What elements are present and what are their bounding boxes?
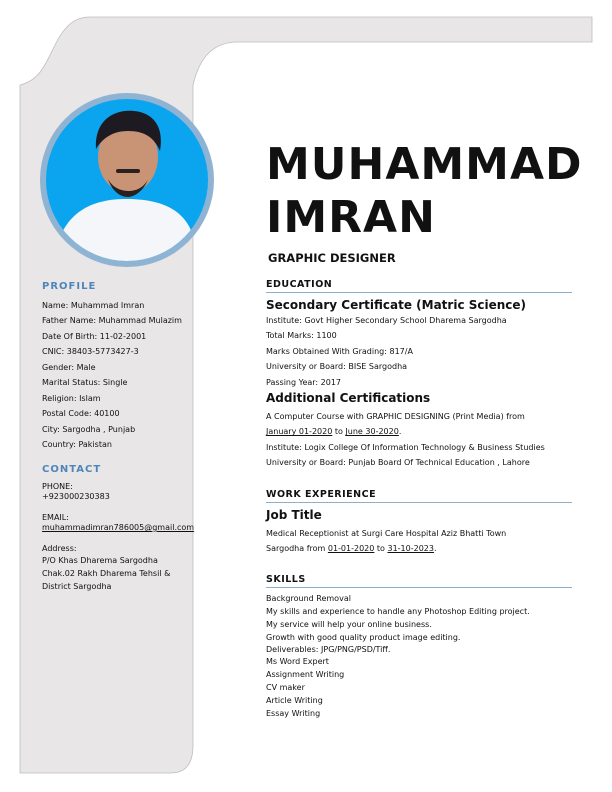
work-line-start: Sargodha from: [266, 544, 328, 554]
email-link[interactable]: muhammadimran786005@gmail.com: [42, 523, 195, 532]
skills-heading: SKILLS: [266, 574, 572, 588]
period: .: [433, 544, 437, 554]
work-line: Medical Receptionist at Surgi Care Hospital Aziz Bhatti Town: [266, 529, 507, 538]
profile-item: Country: Pakistan: [42, 440, 112, 449]
skill-item: Growth with good quality product image editing.: [266, 633, 461, 642]
degree-title: Secondary Certificate (Matric Science): [266, 298, 527, 312]
to-word: to: [374, 544, 388, 554]
phone-label: PHONE:: [42, 481, 73, 491]
profile-item: City: Sargodha , Punjab: [42, 424, 136, 434]
to-word: to: [332, 427, 346, 437]
profile-item: Father Name: Muhammad Mulazim: [42, 316, 182, 325]
education-line: Marks Obtained With Grading: 817/A: [266, 346, 413, 356]
profile-item: Postal Code: 40100: [42, 409, 120, 418]
work-to-date: 31-10-2023: [387, 544, 434, 554]
profile-item: Name: Muhammad Imran: [42, 300, 145, 310]
course-text: A Computer Course with GRAPHIC DESIGNING (Print Media) from: [266, 412, 525, 422]
skill-item: Article Writing: [266, 696, 323, 705]
last-name: IMRAN: [266, 192, 436, 243]
profile-item: CNIC: 38403-5773427-3: [42, 347, 139, 356]
skill-item: Essay Writing: [266, 709, 321, 718]
full-name: [266, 138, 583, 244]
job-title: GRAPHIC DESIGNER: [268, 251, 396, 265]
profile-heading: PROFILE: [42, 281, 97, 292]
work-heading: WORK EXPERIENCE: [266, 489, 572, 503]
work-dates: [266, 541, 572, 556]
address-line: Chak.02 Rakh Dharema Tehsil &: [42, 569, 171, 578]
contact-section: [42, 465, 232, 593]
skills-section: [266, 574, 572, 720]
additional-cert-heading: Additional Certifications: [266, 391, 431, 406]
profile-photo: [40, 93, 214, 267]
profile-item: Religion: Islam: [42, 393, 101, 403]
address-line: P/O Khas Dharema Sargodha: [42, 556, 158, 565]
profile-item: Gender: Male: [42, 362, 96, 372]
education-line: Total Marks: 1100: [266, 331, 337, 341]
job-heading: Job Title: [266, 508, 322, 522]
profile-section: [42, 279, 232, 453]
skill-item: Background Removal: [266, 594, 351, 603]
person-portrait-icon: [46, 99, 208, 261]
skill-item: My skills and experience to handle any Photoshop Editing project.: [266, 607, 530, 616]
education-line: Passing Year: 2017: [266, 377, 342, 387]
address-label: Address:: [42, 543, 77, 553]
profile-item: Date Of Birth: 11-02-2001: [42, 331, 147, 341]
course-dates: [266, 424, 572, 439]
period: .: [398, 427, 402, 437]
skill-item: Deliverables: JPG/PNG/PSD/Tiff.: [266, 645, 391, 654]
course-from-date: January 01-2020: [266, 427, 333, 437]
address-line: District Sargodha: [42, 582, 112, 591]
education-line: Institute: Govt Higher Secondary School Dharema Sargodha: [266, 316, 507, 325]
education-heading: EDUCATION: [266, 279, 572, 293]
email-label: EMAIL:: [42, 512, 69, 522]
additional-line: University or Board: Punjab Board Of Technical Education , Lahore: [266, 458, 530, 468]
first-name: MUHAMMAD: [266, 139, 583, 190]
work-section: [266, 489, 572, 557]
skill-item: Assignment Writing: [266, 670, 345, 679]
course-to-date: June 30-2020: [345, 427, 399, 437]
education-line: University or Board: BISE Sargodha: [266, 362, 408, 372]
contact-heading: CONTACT: [42, 464, 102, 475]
phone-value: +923000230383: [42, 492, 110, 501]
skill-item: CV maker: [266, 683, 305, 692]
work-from-date: 01-01-2020: [327, 544, 375, 554]
skill-item: My service will help your online business.: [266, 620, 432, 629]
skill-item: Ms Word Expert: [266, 657, 329, 666]
profile-item: Marital Status: Single: [42, 378, 128, 387]
additional-line: Institute: Logix College Of Information Technology & Business Studies: [266, 442, 545, 452]
education-section: [266, 279, 572, 471]
